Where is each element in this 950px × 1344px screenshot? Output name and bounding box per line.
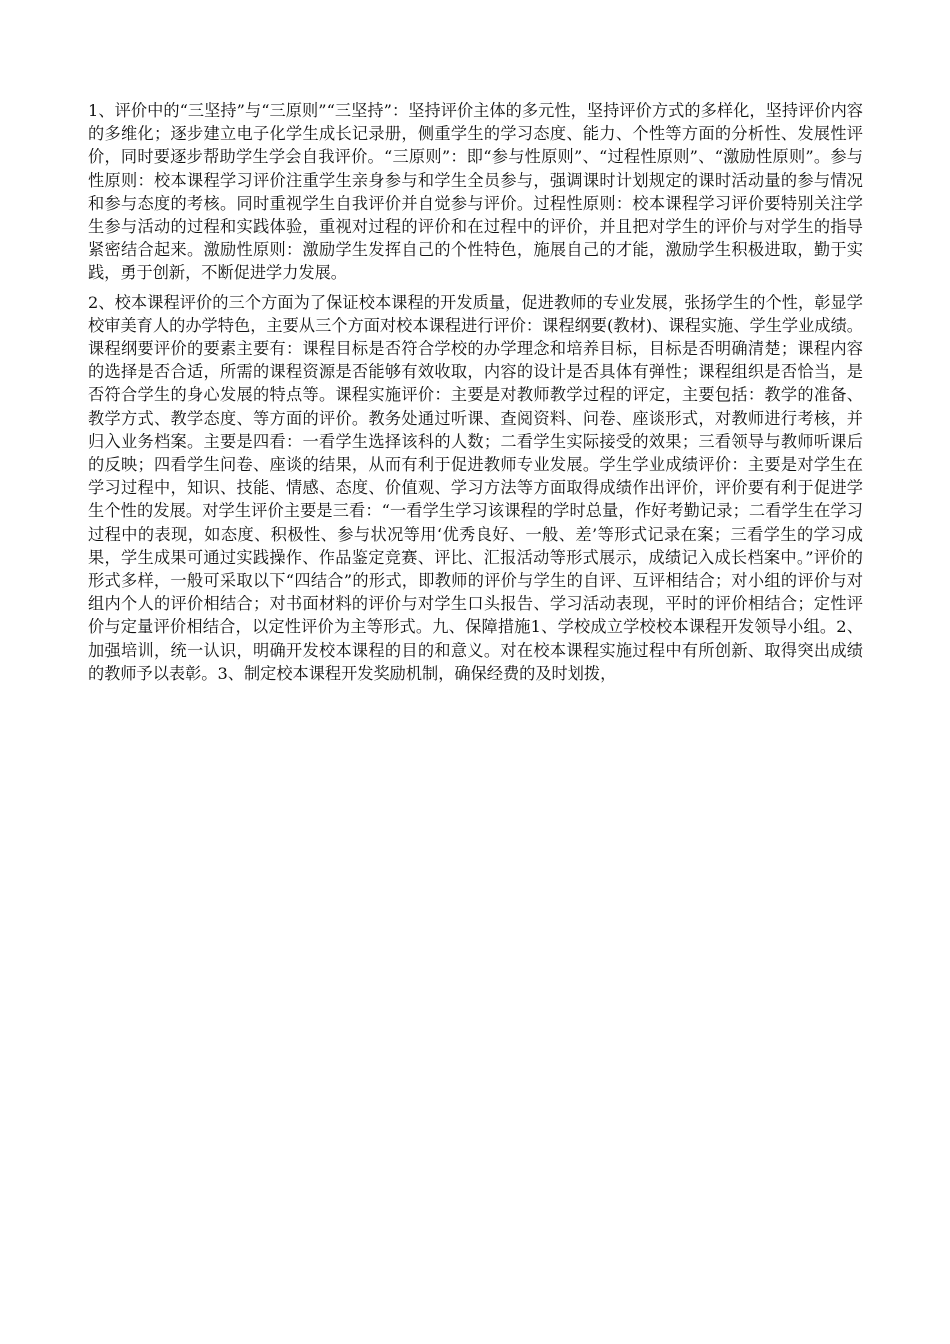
document-body bbox=[88, 99, 863, 685]
paragraph-evaluation-principles: 1、评价中的“三坚持”与“三原则”“三坚持”：坚持评价主体的多元性，坚持评价方式的多样化，坚持评价内容的多维化；逐步建立电子化学生成长记录册，侧重学生的学习态度、能力、个性等方面的分析性、发展性评价，同时要逐步帮助学生学会自我评价。“三原则”：即“参与性原则”、“过程性原则”、“激励性原则”。参与性原则：校本课程学习评价注重学生亲身参与和学生全员参与，强调课时计划规定的课时活动量的参与情况和参与态度的考核。同时重视学生自我评价并自觉参与评价。过程性原则：校本课程学习评价要特别关注学生参与活动的过程和实践体验，重视对过程的评价和在过程中的评价，并且把对学生的评价与对学生的指导紧密结合起来。激励性原则：激励学生发挥自己的个性特色，施展自己的才能，激励学生积极进取，勤于实践，勇于创新，不断促进学力发展。 bbox=[88, 101, 863, 283]
paragraph-evaluation-aspects: 2、校本课程评价的三个方面为了保证校本课程的开发质量，促进教师的专业发展，张扬学生的个性，彰显学校审美育人的办学特色，主要从三个方面对校本课程进行评价：课程纲要(教材)、课程实施、学生学业成绩。课程纲要评价的要素主要有：课程目标是否符合学校的办学理念和培养目标，目标是否明确清楚；课程内容的选择是否合适，所需的课程资源是否能够有效收取，内容的设计是否具体有弹性；课程组织是否恰当，是否符合学生的身心发展的特点等。课程实施评价：主要是对教师教学过程的评定，主要包括：教学的准备、教学方式、教学态度、等方面的评价。教务处通过听课、查阅资料、问卷、座谈形式，对教师进行考核，并归入业务档案。主要是四看：一看学生选择该科的人数；二看学生实际接受的效果；三看领导与教师听课后的反映；四看学生问卷、座谈的结果，从而有利于促进教师专业发展。学生学业成绩评价：主要是对学生在学习过程中，知识、技能、情感、态度、价值观、学习方法等方面取得成绩作出评价，评价要有利于促进学生个性的发展。对学生评价主要是三看：“一看学生学习该课程的学时总量，作好考勤记录；二看学生在学习过程中的表现，如态度、积极性、参与状况等用‘优秀良好、一般、差’等形式记录在案；三看学生的学习成果，学生成果可通过实践操作、作品鉴定竞赛、评比、汇报活动等形式展示，成绩记入成长档案中。”评价的形式多样，一般可采取以下“四结合”的形式，即教师的评价与学生的自评、互评相结合；对小组的评价与对组内个人的评价相结合；对书面材料的评价与对学生口头报告、学习活动表现，平时的评价相结合；定性评价与定量评价相结合，以定性评价为主等形式。九、保障措施1、学校成立学校校本课程开发领导小组。2、加强培训，统一认识，明确开发校本课程的目的和意义。对在校本课程实施过程中有所创新、取得突出成绩的教师予以表彰。3、制定校本课程开发奖励机制，确保经费的及时划拨， bbox=[88, 292, 863, 683]
